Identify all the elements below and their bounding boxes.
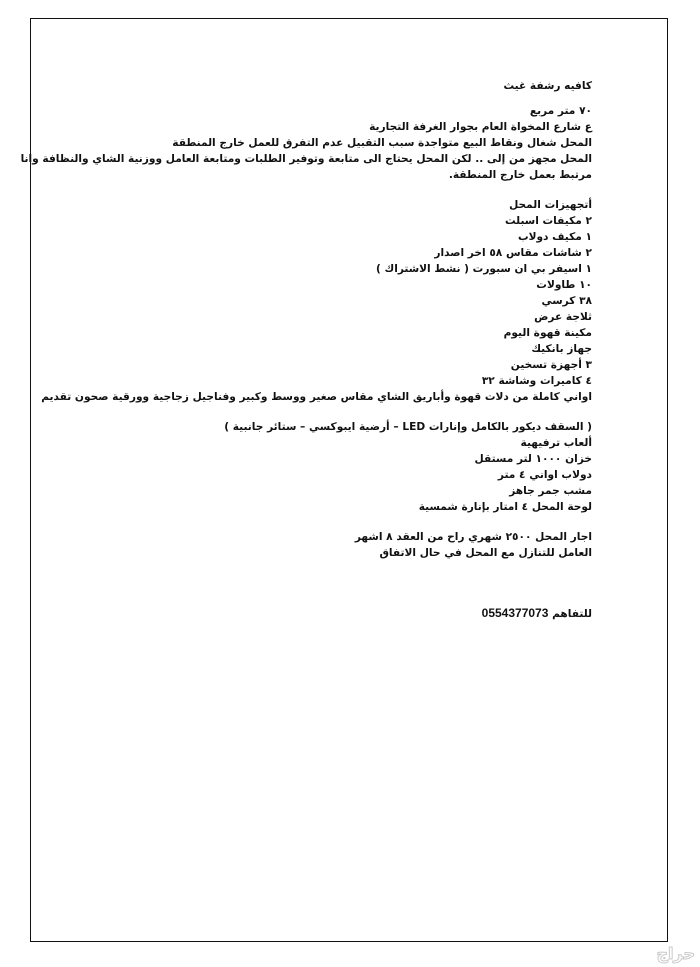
terms-line: العامل للتنازل مع المحل في حال الاتفاق	[379, 547, 592, 559]
intro-section	[20, 103, 592, 183]
intro-line: المحل شغال ونقاط البيع متواجدة سبب التقبيل عدم التفرق للعمل خارج المنطقة	[172, 137, 592, 149]
contact-label: للتفاهم	[552, 608, 592, 620]
equipment-item: ٢ مكيفات اسبلت	[504, 215, 592, 227]
terms-section	[60, 529, 592, 561]
extras-item: ( السقف ديكور بالكامل وإنارات LED – أرضية ايبوكسي – ستائر جانبية )	[224, 421, 592, 433]
haraj-watermark: حراج	[656, 944, 695, 963]
contact-line	[60, 605, 592, 622]
extras-item: مشب جمر جاهز	[509, 485, 592, 497]
equipment-item: ثلاجة عرض	[534, 311, 592, 323]
equipment-item: ٣٨ كرسي	[541, 295, 592, 307]
intro-line: ٧٠ متر مربع	[529, 105, 592, 117]
intro-line: مرتبط بعمل خارج المنطقة.	[448, 169, 592, 181]
equipment-section	[41, 197, 592, 405]
extras-section	[60, 419, 592, 515]
equipment-item: ١ اسيفر بي ان سبورت ( نشط الاشتراك )	[375, 263, 592, 275]
equipment-item: ٢ شاشات مقاس ٥٨ اخر اصدار	[434, 247, 592, 259]
extras-item: دولاب اواني ٤ متر	[497, 469, 592, 481]
equipment-heading: أتجهيزات المحل	[509, 199, 592, 211]
intro-line: ع شارع المخواة العام بجوار الغرفة التجارية	[369, 121, 592, 133]
equipment-item: ٤ كاميرات وشاشة ٣٢	[481, 375, 592, 387]
equipment-item: جهاز بانكيك	[531, 343, 592, 355]
equipment-item: ١٠ طاولات	[536, 279, 592, 291]
phone-number[interactable]: 0554377073	[481, 606, 549, 620]
listing-title: كافيه رشفة غيث	[503, 80, 592, 92]
equipment-item: ٣ أجهزة تسخين	[510, 359, 592, 371]
equipment-item: اواني كاملة من دلات قهوة وأباريق الشاي مقاس صغير ووسط وكبير وفناجيل زجاجية وورقية صحون تقديم	[41, 391, 592, 403]
listing-document	[20, 78, 592, 622]
extras-item: خزان ١٠٠٠ لتر مستقل	[474, 453, 592, 465]
equipment-item: مكينة قهوة اليوم	[503, 327, 592, 339]
extras-item: ألعاب ترفيهية	[520, 437, 592, 449]
equipment-item: ١ مكيف دولاب	[517, 231, 592, 243]
intro-line: المحل مجهز من إلى .. لكن المحل يحتاج الى متابعة وتوفير الطلبات ومتابعة العامل ووزنية الشاي والنظافة وانا	[20, 153, 592, 165]
terms-line: اجار المحل ٢٥٠٠ شهري راح من العقد ٨ اشهر	[354, 531, 592, 543]
extras-item: لوحة المحل ٤ امتار بإنارة شمسية	[418, 501, 592, 513]
